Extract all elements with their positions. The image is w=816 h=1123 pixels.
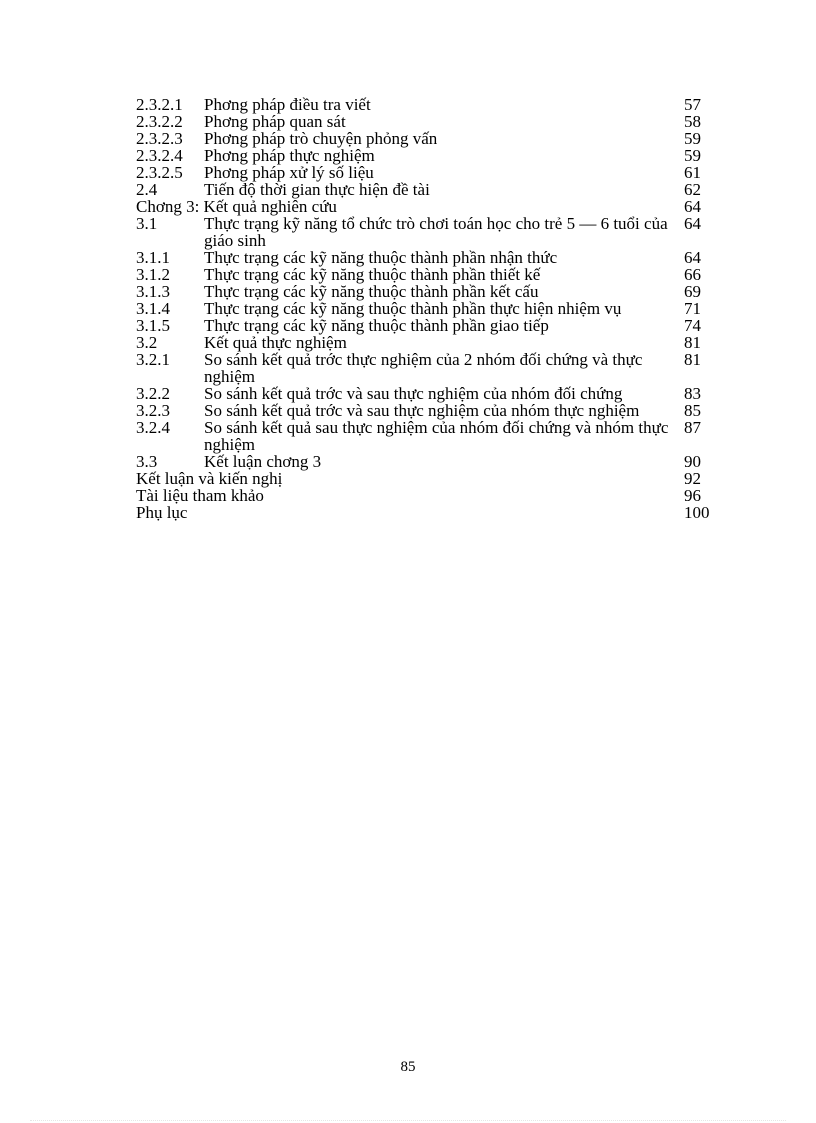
- toc-entry: [136, 334, 716, 351]
- toc-entry-title: Kết luận chơng 3: [204, 452, 322, 471]
- toc-entry-page: 64: [684, 197, 701, 216]
- toc-entry-page: 57: [684, 95, 701, 114]
- table-of-contents: [136, 96, 716, 521]
- toc-entry: [136, 487, 716, 504]
- toc-entry-title: Thực trạng các kỹ năng thuộc thành phần thực hiện nhiệm vụ: [204, 299, 622, 318]
- toc-entry-page: 61: [684, 163, 701, 182]
- toc-entry-title: Chơng 3: Kết quả nghiên cứu: [136, 197, 337, 216]
- toc-entry: [136, 453, 716, 470]
- toc-entry-page: 62: [684, 180, 701, 199]
- toc-entry: [136, 317, 716, 334]
- toc-entry: [136, 470, 716, 487]
- toc-entry-number: 3.1.2: [136, 265, 170, 284]
- toc-entry-page: 66: [684, 265, 701, 284]
- toc-entry-title: So sánh kết quả trớc thực nghiệm của 2 nhóm đối chứng và thực nghiệm: [204, 350, 643, 386]
- toc-entry-title: Tài liệu tham khảo: [136, 486, 264, 505]
- toc-entry: [136, 385, 716, 402]
- toc-entry: [136, 266, 716, 283]
- toc-entry-number: 2.3.2.3: [136, 129, 183, 148]
- toc-entry: [136, 402, 716, 419]
- toc-entry-title: Tiến độ thời gian thực hiện đề tài: [204, 180, 430, 199]
- toc-entry: [136, 351, 716, 385]
- page-number: 85: [400, 1059, 416, 1075]
- toc-entry: [136, 181, 716, 198]
- toc-entry-title: Phụ lục: [136, 503, 188, 522]
- toc-entry: [136, 504, 716, 521]
- toc-entry-page: 74: [684, 316, 701, 335]
- toc-entry-page: 83: [684, 384, 701, 403]
- toc-entry-title: So sánh kết quả trớc và sau thực nghiệm của nhóm thực nghiệm: [204, 401, 640, 420]
- toc-entry-page: 69: [684, 282, 701, 301]
- toc-entry-page: 64: [684, 248, 701, 267]
- toc-entry-title: Thực trạng các kỹ năng thuộc thành phần giao tiếp: [204, 316, 549, 335]
- toc-entry: [136, 113, 716, 130]
- toc-entry-page: 85: [684, 401, 701, 420]
- toc-entry-page: 64: [684, 214, 701, 233]
- toc-entry-number: 3.2.1: [136, 350, 170, 369]
- toc-entry: [136, 419, 716, 453]
- toc-entry: [136, 147, 716, 164]
- toc-entry-title: Thực trạng kỹ năng tổ chức trò chơi toán học cho trẻ 5 — 6 tuổi của giáo sinh: [204, 214, 668, 250]
- toc-entry-title: Phơng pháp điều tra viết: [204, 95, 371, 114]
- toc-entry: [136, 130, 716, 147]
- toc-entry-page: 71: [684, 299, 701, 318]
- toc-entry-page: 92: [684, 469, 701, 488]
- toc-entry-number: 3.3: [136, 452, 158, 471]
- toc-entry-number: 3.2.4: [136, 418, 170, 437]
- toc-entry-page: 81: [684, 333, 701, 352]
- toc-entry-number: 3.1.4: [136, 299, 170, 318]
- toc-entry-title: Thực trạng các kỹ năng thuộc thành phần nhận thức: [204, 248, 558, 267]
- toc-entry-number: 3.1: [136, 214, 158, 233]
- toc-entry: [136, 300, 716, 317]
- toc-entry-page: 58: [684, 112, 701, 131]
- toc-entry-number: 3.1.1: [136, 248, 170, 267]
- toc-entry-page: 96: [684, 486, 701, 505]
- toc-entry-title: Thực trạng các kỹ năng thuộc thành phần kết cấu: [204, 282, 539, 301]
- toc-entry-number: 3.2: [136, 333, 158, 352]
- toc-entry-number: 2.3.2.2: [136, 112, 183, 131]
- toc-entry: [136, 283, 716, 300]
- toc-entry-title: Phơng pháp thực nghiệm: [204, 146, 375, 165]
- toc-entry-number: 3.2.2: [136, 384, 170, 403]
- toc-entry: [136, 249, 716, 266]
- toc-entry: [136, 215, 716, 249]
- toc-entry-title: Kết luận và kiến nghị: [136, 469, 283, 488]
- toc-entry: [136, 198, 716, 215]
- toc-entry-number: 3.1.5: [136, 316, 170, 335]
- toc-entry-page: 90: [684, 452, 701, 471]
- toc-entry-number: 2.4: [136, 180, 158, 199]
- toc-entry: [136, 96, 716, 113]
- toc-entry-number: 2.3.2.4: [136, 146, 183, 165]
- toc-entry-title: So sánh kết quả trớc và sau thực nghiệm của nhóm đối chứng: [204, 384, 623, 403]
- toc-entry-page: 87: [684, 418, 701, 437]
- toc-entry-title: Thực trạng các kỹ năng thuộc thành phần thiết kế: [204, 265, 541, 284]
- toc-entry-title: Kết quả thực nghiệm: [204, 333, 347, 352]
- toc-entry-page: 59: [684, 129, 701, 148]
- toc-entry-number: 3.2.3: [136, 401, 170, 420]
- toc-entry-page: 81: [684, 350, 701, 369]
- page-bottom-divider: [30, 1120, 786, 1121]
- toc-entry-page: 100: [684, 503, 710, 522]
- toc-entry-number: 2.3.2.5: [136, 163, 183, 182]
- toc-entry-number: 2.3.2.1: [136, 95, 183, 114]
- toc-entry-number: 3.1.3: [136, 282, 170, 301]
- toc-entry: [136, 164, 716, 181]
- toc-entry-title: Phơng pháp trò chuyện phỏng vấn: [204, 129, 438, 148]
- toc-entry-title: So sánh kết quả sau thực nghiệm của nhóm đối chứng và nhóm thực nghiệm: [204, 418, 669, 454]
- toc-entry-page: 59: [684, 146, 701, 165]
- toc-entry-title: Phơng pháp quan sát: [204, 112, 346, 131]
- toc-entry-title: Phơng pháp xử lý số liệu: [204, 163, 374, 182]
